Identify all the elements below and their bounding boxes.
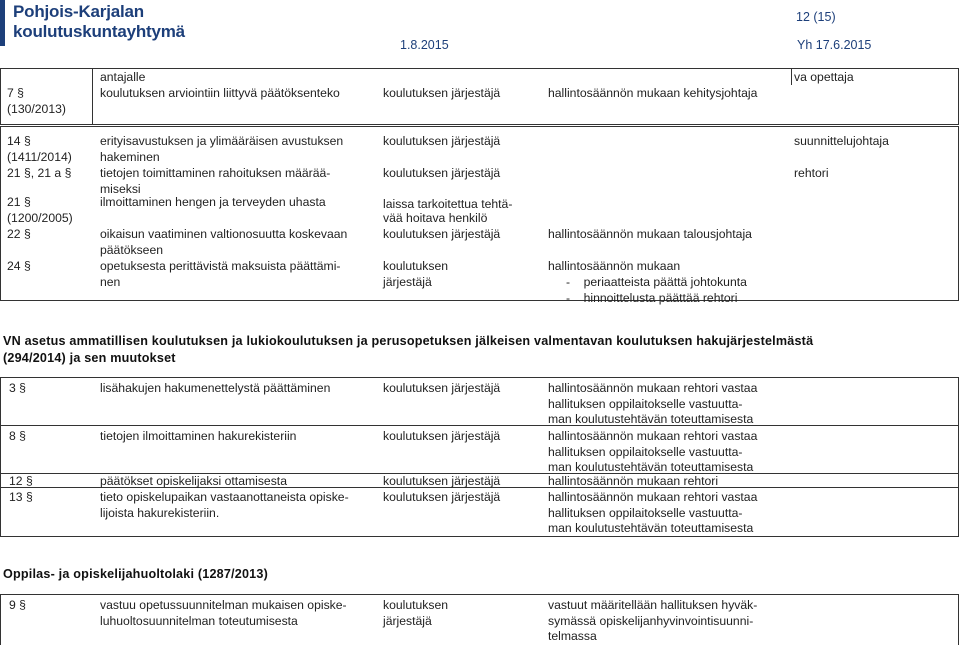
table-cell: 22 § [7, 227, 31, 241]
table-cell: hallintosäännön mukaan rehtori [548, 474, 719, 488]
table-cell: man koulutustehtävän toteuttamisesta [548, 412, 754, 426]
table-cell: koulutuksen järjestäjä [383, 490, 501, 504]
table-cell: - hinnoittelusta päättää rehtori [566, 291, 738, 305]
table-cell: 24 § [7, 259, 31, 273]
table-cell: - periaatteista päättä johtokunta [566, 275, 747, 289]
table-cell: hallintosäännön mukaan [548, 259, 681, 273]
table-cell: man koulutustehtävän toteuttamisesta [548, 521, 754, 535]
table-cell: symässä opiskelijanhyvinvointisuunni- [548, 614, 754, 628]
table-cell: antajalle [100, 70, 146, 84]
table-cell: ilmoittaminen hengen ja terveyden uhasta [100, 195, 326, 209]
table-cell: koulutuksen järjestäjä [383, 134, 501, 148]
table-cell: hallituksen oppilaitokselle vastuutta- [548, 506, 743, 520]
table-cell: koulutuksen järjestäjä [383, 381, 501, 395]
table-cell: (130/2013) [7, 102, 66, 116]
section-heading-oppilashuoltolaki: Oppilas- ja opiskelijahuoltolaki (1287/2013) [3, 567, 268, 581]
table-cell: va opettaja [794, 70, 854, 84]
table-cell: 21 § [7, 195, 31, 209]
table-cell: järjestäjä [383, 614, 432, 628]
page-number: 12 (15) [796, 10, 836, 24]
table-cell: tietojen ilmoittaminen hakurekisteriin [100, 429, 297, 443]
table-cell: 7 § [7, 86, 24, 100]
table-cell: koulutuksen järjestäjä [383, 474, 501, 488]
table-cell: 13 § [9, 490, 33, 504]
table-cell: tietojen toimittaminen rahoituksen määrää- [100, 166, 331, 180]
table-cell: hallintosäännön mukaan rehtori vastaa [548, 429, 758, 443]
logo-line-1: Pohjois-Karjalan [13, 2, 144, 21]
table-cell: hallintosäännön mukaan talousjohtaja [548, 227, 752, 241]
table-cell: suunnittelujohtaja [794, 134, 889, 148]
table-cell: miseksi [100, 182, 141, 196]
logo-line-2: koulutuskuntayhtymä [13, 22, 185, 41]
table-cell: (1200/2005) [7, 211, 73, 225]
table-cell: koulutuksen järjestäjä [383, 227, 501, 241]
table-cell: opetuksesta perittävistä maksuista päättämi- [100, 259, 341, 273]
table-cell: vää hoitava henkilö [383, 211, 488, 225]
table-cell: rehtori [794, 166, 829, 180]
table-cell: 3 § [9, 381, 26, 395]
table-cell: oikaisun vaatiminen valtionosuutta koskevaan [100, 227, 348, 241]
table-cell: koulutuksen [383, 598, 449, 612]
table-cell: päätökset opiskelijaksi ottamisesta [100, 474, 287, 488]
table-cell: 9 § [9, 598, 26, 612]
table-cell: man koulutustehtävän toteuttamisesta [548, 460, 754, 474]
table-cell: hallituksen oppilaitokselle vastuutta- [548, 397, 743, 411]
table-cell: koulutuksen [383, 259, 449, 273]
table-cell: lisähakujen hakumenettelystä päättäminen [100, 381, 331, 395]
section-heading-vn-asetus: VN asetus ammatillisen koulutuksen ja lukiokoulutuksen ja perusopetuksen jälkeisen valmentavan koulutuksen hakujärjestelmästä (294/2014) ja sen muutokset [3, 334, 814, 365]
header-date-2: Yh 17.6.2015 [797, 38, 872, 52]
table-cell: nen [100, 275, 121, 289]
table-cell: 21 §, 21 a § [7, 166, 72, 180]
table-cell: koulutuksen järjestäjä [383, 429, 501, 443]
table-cell: hakeminen [100, 150, 160, 164]
table-cell: (1411/2014) [7, 150, 72, 164]
table-cell: hallintosäännön mukaan rehtori vastaa [548, 381, 758, 395]
table-cell: vastuut määritellään hallituksen hyväk- [548, 598, 758, 612]
table-cell: hallintosäännön mukaan rehtori vastaa [548, 490, 758, 504]
table-cell: järjestäjä [383, 275, 432, 289]
table-cell: lijoista hakurekisteriin. [100, 506, 220, 520]
table-cell: telmassa [548, 629, 597, 643]
table-cell: 14 § [7, 134, 31, 148]
table-cell: koulutuksen järjestäjä [383, 166, 501, 180]
table-cell: hallintosäännön mukaan kehitysjohtaja [548, 86, 758, 100]
table-cell: päätökseen [100, 243, 164, 257]
logo-bar [0, 0, 5, 46]
table-cell: 8 § [9, 429, 26, 443]
table-cell: tieto opiskelupaikan vastaanottaneista opiske- [100, 490, 349, 504]
table-cell: laissa tarkoitettua tehtä- [383, 197, 513, 211]
table-cell: 12 § [9, 474, 33, 488]
table-cell: erityisavustuksen ja ylimääräisen avustuksen [100, 134, 344, 148]
table-cell: hallituksen oppilaitokselle vastuutta- [548, 445, 743, 459]
table-cell: koulutuksen arviointiin liittyvä päätöksenteko [100, 86, 340, 100]
table-cell: luhuoltosuunnitelman toteutumisesta [100, 614, 298, 628]
table-cell: vastuu opetussuunnitelman mukaisen opiske- [100, 598, 347, 612]
table-cell: koulutuksen järjestäjä [383, 86, 501, 100]
header-date-1: 1.8.2015 [400, 38, 449, 52]
